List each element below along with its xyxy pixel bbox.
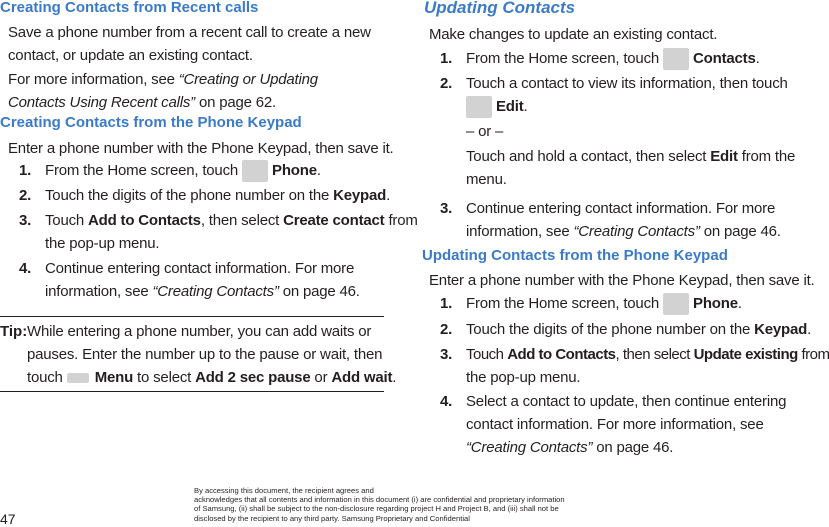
disclaimer-line: acknowledges that all contents and information in this document (i) are confidential and proprietary information <box>194 495 565 505</box>
add-to-contacts-label: Add to Contacts <box>507 346 616 363</box>
creating-contacts-reference-link[interactable]: “Creating Contacts” <box>152 283 279 300</box>
tip-label: Tip: <box>0 323 28 340</box>
menu-label: Menu <box>94 369 134 386</box>
step-text: Select a contact to update, then continue entering <box>466 393 787 410</box>
step-text: , then select <box>615 346 694 363</box>
tip-text: to select <box>133 369 196 386</box>
tip-line-1: While entering a phone number, you can add waits or <box>27 323 372 340</box>
recent-calls-reference-link[interactable]: “Creating or Updating Contacts Using Recent calls” <box>8 71 318 111</box>
disclaimer-line: By accessing this document, the recipient agrees and <box>194 486 374 495</box>
step-punct: . <box>316 162 321 179</box>
step-text: information, see <box>466 223 574 240</box>
contacts-label: Contacts <box>693 50 756 67</box>
step-text: Touch the digits of the phone number on the <box>45 187 334 204</box>
step-number: 4. <box>440 393 453 410</box>
tip-line-3 <box>27 366 396 389</box>
update-existing-label: Update existing <box>693 346 798 363</box>
phone-label: Phone <box>272 162 317 179</box>
menu-icon <box>67 373 89 383</box>
update-keypad-heading: Updating Contacts from the Phone Keypad <box>422 247 728 264</box>
step-text: From the Home screen, touch <box>466 50 660 67</box>
tip-text: . <box>392 369 397 386</box>
step-punct: . <box>807 321 812 338</box>
step-number: 2. <box>440 321 453 338</box>
recent-calls-more-info <box>8 68 378 114</box>
step-number: 1. <box>440 295 453 312</box>
phone-label: Phone <box>693 295 738 312</box>
step-text-line2: the pop-up menu. <box>466 369 581 386</box>
confidentiality-disclaimer <box>194 486 614 523</box>
alt-text: Touch and hold a contact, then select <box>466 148 711 165</box>
phone-icon <box>663 293 689 315</box>
step-punct: . <box>737 295 742 312</box>
alt-instruction-line2: menu. <box>466 171 507 188</box>
step-text: on page 46. <box>278 283 360 300</box>
step-punct: . <box>523 98 528 115</box>
step-1 <box>0 159 390 185</box>
step-number: 2. <box>19 187 32 204</box>
step-number: 3. <box>440 346 453 363</box>
step-text: information, see <box>45 283 153 300</box>
step-text: Touch the digits of the phone number on the <box>466 321 755 338</box>
update-keypad-intro: Enter a phone number with the Phone Keypad, then save it. <box>429 272 815 289</box>
tip-text: touch <box>27 369 63 386</box>
step-text: contact information. For more information, see <box>466 416 764 433</box>
tip-box <box>0 316 397 392</box>
step-text-line2: the pop-up menu. <box>45 235 160 252</box>
step-text: From the Home screen, touch <box>45 162 239 179</box>
add-pause-label: Add 2 sec pause <box>195 369 311 386</box>
or-separator: – or – <box>466 123 504 140</box>
page-number: 47 <box>0 511 16 527</box>
alt-text: from the <box>737 148 796 165</box>
step-text: from <box>384 212 418 229</box>
more-info-prefix: For more information, see <box>8 71 179 88</box>
step-text: from <box>797 346 829 363</box>
step-text: Touch <box>45 212 88 229</box>
contacts-icon <box>663 48 689 70</box>
step-text: Continue entering contact information. For more <box>466 200 776 217</box>
step-number: 3. <box>19 212 32 229</box>
updating-intro: Make changes to update an existing contact. <box>429 26 718 43</box>
step-text: Touch a contact to view its information, then touch <box>466 75 788 92</box>
step-number: 1. <box>440 50 453 67</box>
step-number: 3. <box>440 200 453 217</box>
tip-text: or <box>310 369 332 386</box>
phone-keypad-heading: Creating Contacts from the Phone Keypad <box>0 114 302 131</box>
phone-icon <box>242 160 268 182</box>
step-text: From the Home screen, touch <box>466 295 660 312</box>
disclaimer-line: of Samsung, (ii) shall be subject to the non-disclosure regarding project H and Project B, and (iii) shall not be <box>194 504 559 514</box>
step-punct: . <box>386 187 391 204</box>
creating-contacts-reference-link[interactable]: “Creating Contacts” <box>466 439 593 456</box>
phone-keypad-intro: Enter a phone number with the Phone Keypad, then save it. <box>8 140 394 157</box>
step-text: on page 46. <box>699 223 781 240</box>
step-text: Continue entering contact information. For more <box>45 260 355 277</box>
creating-contacts-reference-link[interactable]: “Creating Contacts” <box>573 223 700 240</box>
alt-instruction <box>466 145 795 168</box>
recent-calls-paragraph: Save a phone number from a recent call to create a new contact, or update an existing contact. <box>8 24 371 64</box>
recent-calls-heading: Creating Contacts from Recent calls <box>0 0 259 16</box>
keypad-label: Keypad <box>333 187 387 204</box>
edit-label-alt: Edit <box>710 148 738 165</box>
step-number: 1. <box>19 162 32 179</box>
updating-contacts-heading: Updating Contacts <box>424 0 576 17</box>
step-text: Touch <box>466 346 508 363</box>
step-text: , then select <box>200 212 284 229</box>
more-info-suffix: on page 62. <box>194 94 276 111</box>
create-contact-label: Create contact <box>283 212 385 229</box>
disclaimer-line: disclosed by the recipient to any third party. Samsung Proprietary and Confidential <box>194 513 470 523</box>
edit-label: Edit <box>496 98 524 115</box>
edit-icon <box>466 96 492 118</box>
tip-line-2: pauses. Enter the number up to the pause or wait, then <box>27 346 383 363</box>
step-text: on page 46. <box>592 439 674 456</box>
add-to-contacts-label: Add to Contacts <box>88 212 201 229</box>
step-number: 4. <box>19 260 32 277</box>
step-number: 2. <box>440 75 453 92</box>
add-wait-label: Add wait <box>331 369 393 386</box>
step-punct: . <box>755 50 760 67</box>
keypad-label: Keypad <box>754 321 808 338</box>
